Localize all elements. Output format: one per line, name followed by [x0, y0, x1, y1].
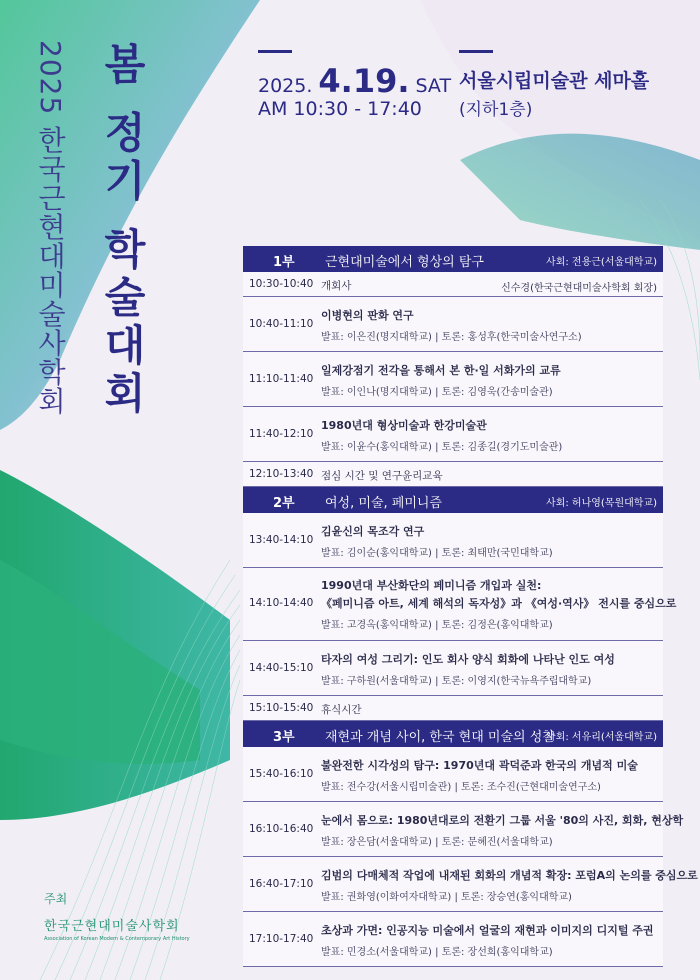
session-header: [243, 487, 663, 513]
talk-title: 1980년대 형상미술과 한강미술관: [321, 419, 487, 432]
talk-title: 눈에서 몸으로: 1980년대로의 전환기 그룹 서울 '80의 사진, 회화, 현상학: [321, 814, 684, 827]
date-year: 2025.: [258, 75, 313, 97]
row-time: 11:40-12:10: [249, 428, 314, 440]
talk-title: 이병현의 판화 연구: [321, 309, 414, 322]
session-number: 3부: [273, 730, 295, 745]
schedule-row: [243, 407, 663, 462]
talk-presenters: 발표: 고경옥(홍익대학교) | 토론: 김정은(홍익대학교): [321, 620, 553, 631]
talk-presenters: 발표: 구하원(서울대학교) | 토론: 이영지(한국뉴욕주립대학교): [321, 676, 592, 687]
talk-presenters: 발표: 전수강(서울시립미술관) | 토론: 조수진(근현대미술연구소): [321, 782, 601, 793]
schedule-row: [243, 352, 663, 407]
event-time: AM 10:30 - 17:40: [258, 98, 422, 120]
row-time: 16:10-16:40: [249, 823, 314, 835]
row-time: 17:10-17:40: [249, 933, 314, 945]
conference-title-big: 봄 정기 학술대회: [98, 42, 147, 420]
schedule-row: [243, 696, 663, 721]
host-name: 한국근현대미술사학회: [44, 919, 180, 934]
row-time: 13:40-14:10: [249, 534, 314, 546]
schedule-row: [243, 462, 663, 487]
talk-presenters: 발표: 장은담(서울대학교) | 토론: 문혜진(서울대학교): [321, 837, 553, 848]
host-name-english: Association of Korean Modern & Contemporary Art History: [44, 936, 190, 942]
talk-title: 불완전한 시각성의 탐구: 1970년대 곽덕준과 한국의 개념적 미술: [321, 759, 638, 772]
talk-title: 1990년대 부산화단의 페미니즘 개입과 실천:: [321, 579, 542, 592]
talk-title: 김범의 다매체적 작업에 내재된 회화의 개념적 확장: 포럼A의 논의를 중심으로: [321, 869, 698, 882]
conference-title-small: 2025 한국근현대미술사학회: [34, 40, 67, 416]
host-label: 주최: [44, 892, 68, 906]
schedule-row: [243, 747, 663, 802]
talk-title: 일제강점기 전각을 통해서 본 한·일 서화가의 교류: [321, 364, 561, 377]
row-time: 10:40-11:10: [249, 318, 314, 330]
host-block: [44, 890, 190, 942]
row-speaker: 신수경(한국근현대미술사학회 회장): [501, 283, 657, 294]
session-header: [243, 246, 663, 272]
venue-name: 서울시립미술관 세마홀: [459, 70, 650, 92]
schedule-row: [243, 802, 684, 857]
venue-floor: (지하1층): [459, 100, 533, 120]
date-month-day: 4.19.: [318, 62, 410, 100]
session-header: [243, 721, 663, 747]
event-date: [258, 62, 451, 100]
schedule-table: [243, 246, 698, 967]
row-time: 14:10-14:40: [249, 597, 314, 609]
session-number: 1부: [273, 255, 295, 270]
row-text: 개회사: [321, 280, 352, 292]
row-time: 11:10-11:40: [249, 373, 314, 385]
talk-presenters: 발표: 권화영(이화여자대학교) | 토론: 장승연(홍익대학교): [321, 892, 572, 903]
talk-title-line2: 《페미니즘 아트, 세계 해석의 독자성》과 《여성·역사》 전시를 중심으로: [321, 597, 677, 610]
session-title: 재현과 개념 사이, 한국 현대 미술의 성찰: [325, 730, 555, 745]
row-time: 15:40-16:10: [249, 768, 314, 780]
row-time: 12:10-13:40: [249, 468, 314, 480]
venue-dash: [459, 50, 493, 53]
session-moderator: 사회: 전용근(서울대학교): [546, 257, 657, 268]
schedule-row: [243, 641, 663, 696]
session-moderator: 사회: 허나영(목원대학교): [546, 498, 657, 509]
schedule-row: [243, 297, 663, 352]
row-time: 10:30-10:40: [249, 278, 314, 290]
date-weekday: SAT: [415, 75, 452, 97]
row-time: 15:10-15:40: [249, 702, 314, 714]
talk-presenters: 발표: 이윤수(홍익대학교) | 토론: 김종길(경기도미술관): [321, 442, 563, 453]
session-moderator: 사회: 서유리(서울대학교): [546, 732, 657, 743]
session-title: 근현대미술에서 형상의 탐구: [325, 255, 484, 270]
talk-presenters: 발표: 김이순(홍익대학교) | 토론: 최태만(국민대학교): [321, 548, 553, 559]
session-title: 여성, 미술, 페미니즘: [325, 496, 442, 511]
talk-title: 초상과 가면: 인공지능 미술에서 얼굴의 재현과 이미지의 디지털 주권: [321, 924, 654, 937]
row-time: 16:40-17:10: [249, 878, 314, 890]
talk-presenters: 발표: 이인나(명지대학교) | 토론: 김영욱(간송미술관): [321, 387, 553, 398]
row-text: 휴식시간: [321, 704, 362, 716]
row-text: 점심 시간 및 연구윤리교육: [321, 470, 443, 482]
talk-presenters: 발표: 민경소(서울대학교) | 토론: 장선희(홍익대학교): [321, 947, 553, 958]
row-time: 14:40-15:10: [249, 662, 314, 674]
session-number: 2부: [273, 496, 295, 511]
schedule-row: [243, 568, 677, 641]
talk-presenters: 발표: 이은진(명지대학교) | 토론: 홍성후(한국미술사연구소): [321, 332, 582, 343]
schedule-row: [243, 912, 663, 967]
date-dash: [258, 50, 292, 53]
schedule-row: [243, 272, 663, 297]
talk-title: 타자의 여성 그리기: 인도 회사 양식 회화에 나타난 인도 여성: [321, 653, 615, 666]
schedule-row: [243, 857, 698, 912]
talk-title: 김윤신의 목조각 연구: [321, 525, 425, 538]
schedule-row: [243, 513, 663, 568]
